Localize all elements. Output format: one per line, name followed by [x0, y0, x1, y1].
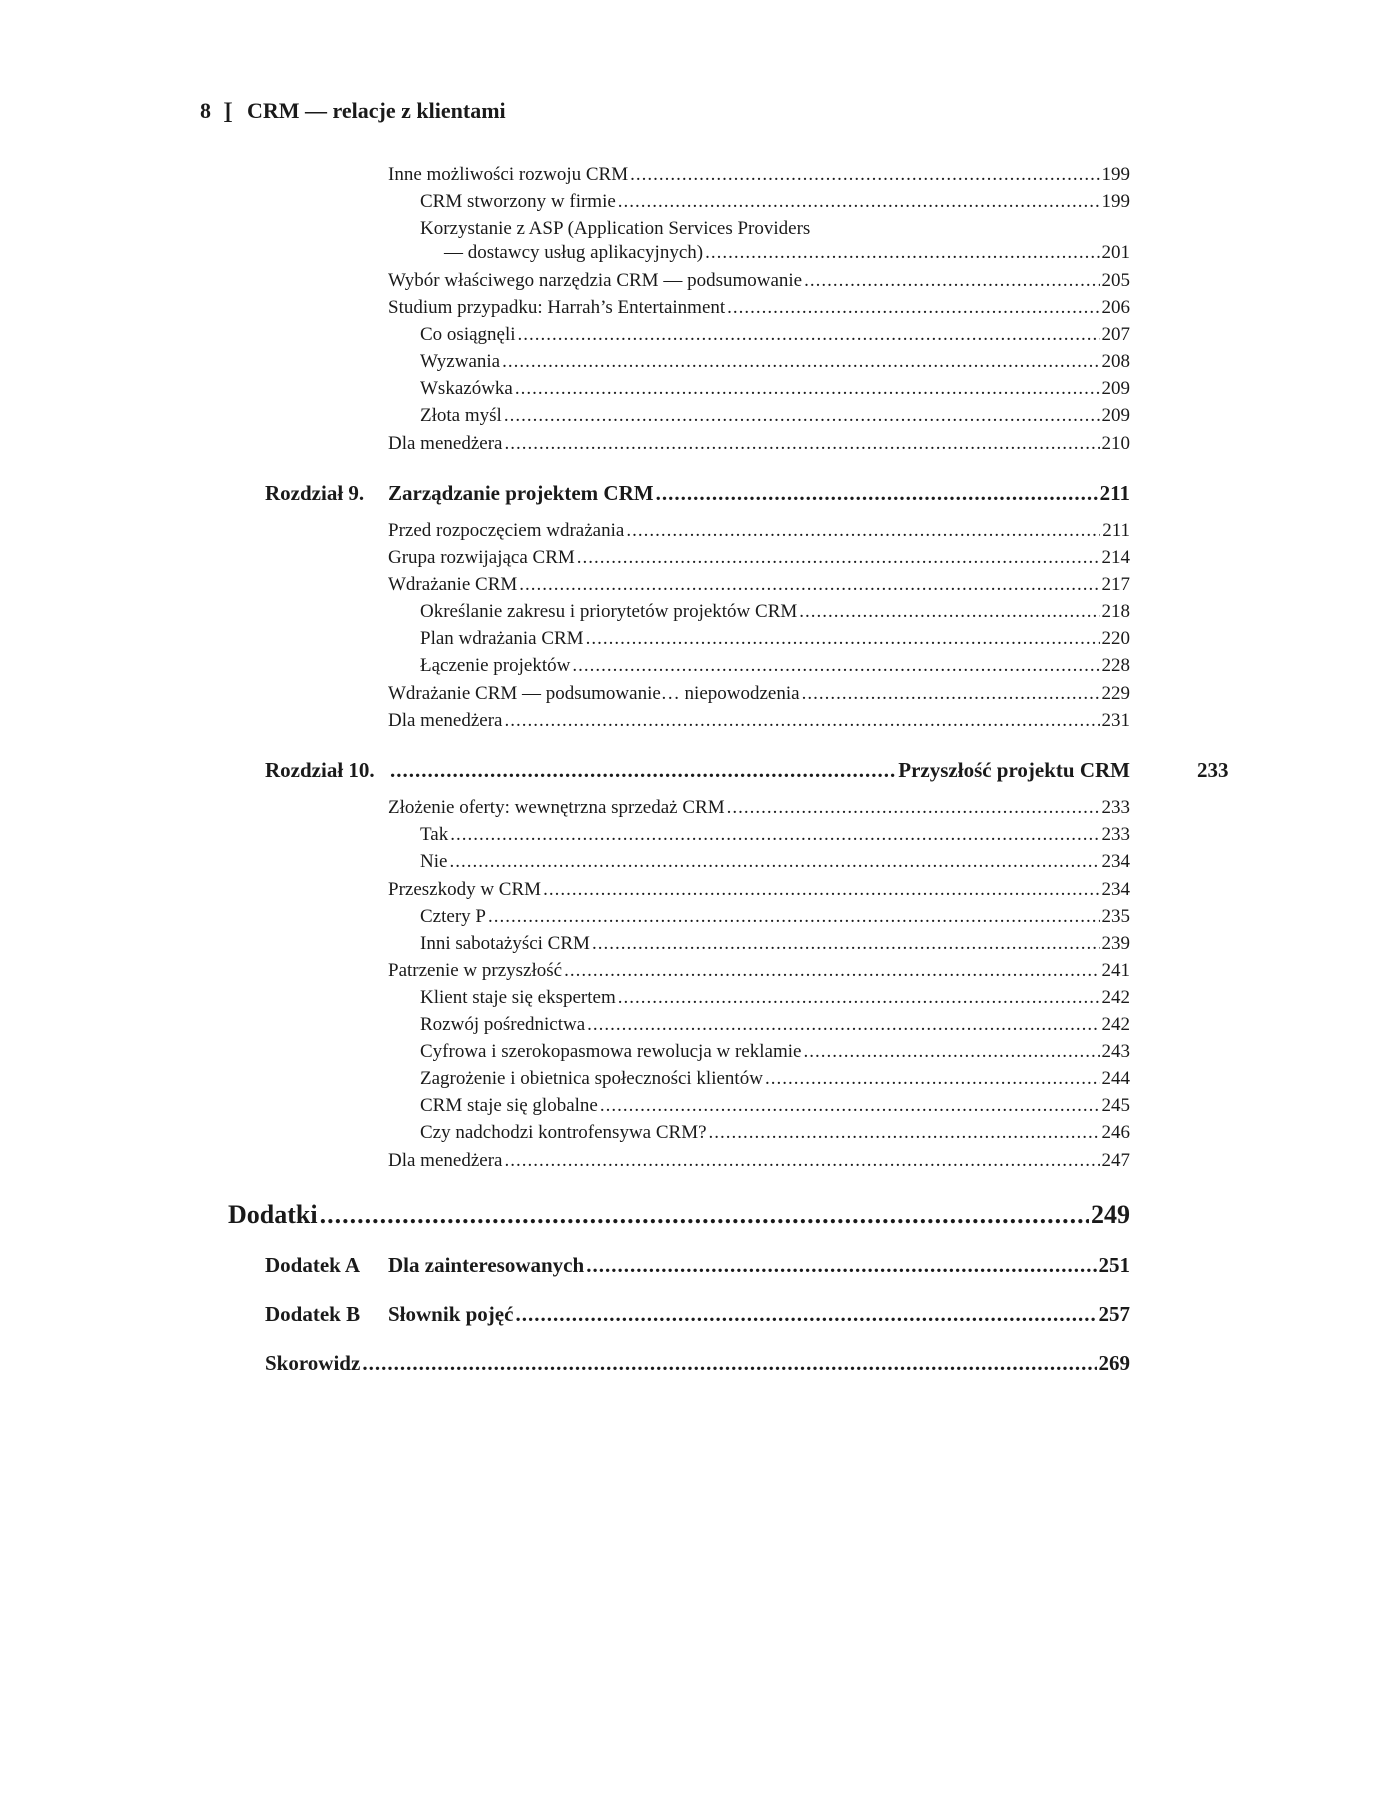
toc-entry-label: Inne możliwości rozwoju CRM — [388, 164, 629, 185]
dot-leader — [504, 1148, 1099, 1174]
dot-leader — [504, 708, 1099, 734]
toc-entry[interactable] — [420, 849, 1130, 875]
toc-appendix[interactable] — [265, 1252, 1130, 1278]
header-separator: I — [223, 96, 233, 129]
toc-entry[interactable] — [388, 1148, 1130, 1174]
toc-entry-page: 234 — [1101, 851, 1130, 872]
dot-leader — [727, 295, 1099, 321]
toc-entry-page: 209 — [1101, 405, 1130, 426]
toc-entry-page: 241 — [1101, 960, 1130, 981]
appendix-title: Dla zainteresowanych — [388, 1253, 585, 1277]
dot-leader — [577, 545, 1100, 571]
toc-entry-label: Cyfrowa i szerokopasmowa rewolucja w reklamie — [420, 1041, 802, 1062]
toc-entry-page: 234 — [1101, 879, 1130, 900]
toc-entry-page: 229 — [1101, 683, 1130, 704]
toc-entry[interactable] — [420, 931, 1130, 957]
toc-entry[interactable] — [388, 877, 1130, 903]
toc-chapter[interactable] — [265, 480, 1130, 506]
toc-entry-page: 231 — [1101, 710, 1130, 731]
dot-leader — [449, 849, 1099, 875]
toc-entry-page: 257 — [1098, 1302, 1130, 1326]
toc-entry-page: 211 — [1099, 481, 1130, 505]
dot-leader — [564, 958, 1099, 984]
toc-entry-label: Korzystanie z ASP (Application Services Providers — [420, 218, 811, 239]
dot-leader — [515, 1301, 1096, 1327]
toc-entry-label: Dla menedżera — [388, 1150, 503, 1171]
toc-entry-label: Co osiągnęli — [420, 324, 516, 345]
toc-part[interactable] — [228, 1200, 1130, 1230]
index-title: Skorowidz — [265, 1351, 361, 1375]
running-header — [200, 92, 506, 129]
toc-chapter[interactable] — [265, 757, 1130, 783]
toc-entry[interactable] — [388, 681, 1130, 707]
toc-entry-label: Wskazówka — [420, 378, 513, 399]
toc-entry-page: 247 — [1101, 1150, 1130, 1171]
dot-leader — [626, 518, 1100, 544]
toc-entry-page: 251 — [1098, 1253, 1130, 1277]
toc-entry-label: Czy nadchodzi kontrofensywa CRM? — [420, 1122, 707, 1143]
toc-entry[interactable] — [420, 1120, 1130, 1146]
toc-entry[interactable] — [420, 349, 1130, 375]
toc-entry-page: 214 — [1101, 547, 1130, 568]
toc-entry-label: Złożenie oferty: wewnętrzna sprzedaż CRM — [388, 797, 725, 818]
toc-entry-page: 205 — [1101, 270, 1130, 291]
dot-leader — [572, 653, 1099, 679]
toc-entry-page: 243 — [1101, 1041, 1130, 1062]
dot-leader — [600, 1093, 1100, 1119]
toc-entry[interactable] — [444, 240, 1130, 266]
toc-entry-page: 199 — [1101, 164, 1130, 185]
toc-entry-label: Klient staje się ekspertem — [420, 987, 616, 1008]
chapter-number: Rozdział 10. — [265, 758, 375, 782]
toc-entry-page: 249 — [1091, 1200, 1130, 1229]
dot-leader — [504, 431, 1099, 457]
toc-entry-page: 199 — [1101, 191, 1130, 212]
toc-appendix[interactable] — [265, 1301, 1130, 1327]
toc-entry-label: Dla menedżera — [388, 710, 503, 731]
chapter-title: Przyszłość projektu CRM — [898, 758, 1130, 782]
dot-leader — [519, 572, 1099, 598]
toc-entry-page: 245 — [1101, 1095, 1130, 1116]
toc-entry-label: Cztery P — [420, 906, 486, 927]
toc-entry-label: Wdrażanie CRM — [388, 574, 518, 595]
toc-entry[interactable] — [388, 545, 1130, 571]
toc-entry-page: 239 — [1101, 933, 1130, 954]
dot-leader — [543, 877, 1099, 903]
toc-entry-label: Dla menedżera — [388, 433, 503, 454]
chapter-title: Zarządzanie projektem CRM — [388, 481, 654, 505]
toc-entry[interactable] — [420, 599, 1130, 625]
toc-entry-page: 207 — [1101, 324, 1130, 345]
dot-leader — [803, 1039, 1099, 1065]
chapter-page-number: 233 — [1197, 758, 1229, 782]
dot-leader — [390, 757, 896, 783]
toc-entry-page: 220 — [1101, 628, 1130, 649]
toc-entry[interactable] — [388, 518, 1130, 544]
toc-entry-label: — dostawcy usług aplikacyjnych) — [444, 242, 704, 263]
toc-entry-label: Złota myśl — [420, 405, 502, 426]
toc-entry[interactable] — [420, 1039, 1130, 1065]
toc-entry-page: 242 — [1101, 1014, 1130, 1035]
toc-entry-page: 246 — [1101, 1122, 1130, 1143]
dot-leader — [586, 626, 1100, 652]
dot-leader — [504, 403, 1100, 429]
dot-leader — [592, 931, 1100, 957]
toc-entry-label: Tak — [420, 824, 449, 845]
dot-leader — [630, 162, 1099, 188]
toc-entry-page: 228 — [1101, 655, 1130, 676]
dot-leader — [709, 1120, 1100, 1146]
toc-entry-label: Studium przypadku: Harrah’s Entertainment — [388, 297, 726, 318]
toc-entry[interactable] — [420, 822, 1130, 848]
toc-entry-label: CRM staje się globalne — [420, 1095, 598, 1116]
toc-entry-page: 218 — [1101, 601, 1130, 622]
toc-entry-label: Rozwój pośrednictwa — [420, 1014, 586, 1035]
toc-entry[interactable] — [420, 985, 1130, 1011]
dot-leader — [518, 322, 1100, 348]
dot-leader — [502, 349, 1099, 375]
toc-entry[interactable] — [420, 189, 1130, 215]
toc-entry-label: Inni sabotażyści CRM — [420, 933, 590, 954]
toc-entry-page: 208 — [1101, 351, 1130, 372]
appendix-number: Dodatek A — [265, 1253, 361, 1277]
toc-entry-page: 210 — [1101, 433, 1130, 454]
toc-entry-label: Wyzwania — [420, 351, 501, 372]
toc-entry-page: 244 — [1101, 1068, 1130, 1089]
toc-entry-label: Plan wdrażania CRM — [420, 628, 584, 649]
dot-leader — [587, 1012, 1099, 1038]
toc-entry[interactable] — [420, 322, 1130, 348]
toc-entry-page: 201 — [1101, 242, 1130, 263]
toc-entry-page: 233 — [1101, 824, 1130, 845]
toc-entry-page: 206 — [1101, 297, 1130, 318]
toc-entry[interactable] — [388, 268, 1130, 294]
toc-entry-label: Wybór właściwego narzędzia CRM — podsumowanie — [388, 270, 803, 291]
toc-entry[interactable] — [388, 431, 1130, 457]
chapter-number: Rozdział 9. — [265, 481, 365, 505]
toc-entry[interactable] — [388, 162, 1130, 188]
toc-entry-label: Patrzenie w przyszłość — [388, 960, 563, 981]
toc-entry-label: Wdrażanie CRM — podsumowanie… niepowodzenia — [388, 683, 800, 704]
dot-leader — [488, 904, 1100, 930]
dot-leader — [618, 189, 1100, 215]
toc-entry-label: Grupa rozwijająca CRM — [388, 547, 575, 568]
toc-entry-label: CRM stworzony w firmie — [420, 191, 616, 212]
toc-entry[interactable] — [420, 626, 1130, 652]
dot-leader — [799, 599, 1099, 625]
toc-entry-page: 209 — [1101, 378, 1130, 399]
dot-leader — [618, 985, 1100, 1011]
dot-leader — [656, 480, 1098, 506]
toc-entry-page: 233 — [1101, 797, 1130, 818]
page-number: 8 — [200, 98, 211, 123]
toc-entry[interactable] — [420, 1093, 1130, 1119]
toc-entry[interactable] — [420, 1066, 1130, 1092]
toc-entry-label: Zagrożenie i obietnica społeczności klientów — [420, 1068, 763, 1089]
toc-entry[interactable] — [420, 403, 1130, 429]
toc-entry[interactable] — [388, 958, 1130, 984]
appendix-title: Słownik pojęć — [388, 1302, 514, 1326]
toc-entry[interactable] — [420, 376, 1130, 402]
toc-entry-label: Przeszkody w CRM — [388, 879, 542, 900]
dot-leader — [804, 268, 1099, 294]
toc-entry-page: 242 — [1101, 987, 1130, 1008]
toc-entry[interactable] — [388, 295, 1130, 321]
dot-leader — [765, 1066, 1100, 1092]
toc-entry-label: Określanie zakresu i priorytetów projektów CRM — [420, 601, 798, 622]
dot-leader — [727, 795, 1100, 821]
dot-leader — [705, 240, 1099, 266]
toc-entry-label: Łączenie projektów — [420, 655, 571, 676]
toc-entry-page: 235 — [1101, 906, 1130, 927]
toc-entry[interactable] — [388, 572, 1130, 598]
toc-entry[interactable] — [388, 795, 1130, 821]
dot-leader — [450, 822, 1099, 848]
toc-entry-page: 269 — [1098, 1351, 1130, 1375]
book-title: CRM — relacje z klientami — [247, 98, 506, 123]
part-title: Dodatki — [228, 1200, 318, 1229]
dot-leader — [320, 1200, 1089, 1230]
toc-entry[interactable] — [388, 708, 1130, 734]
toc-entry-page: 211 — [1102, 520, 1130, 541]
toc-entry[interactable] — [420, 216, 1130, 242]
appendix-number: Dodatek B — [265, 1302, 361, 1326]
dot-leader — [362, 1350, 1096, 1376]
toc-entry[interactable] — [420, 1012, 1130, 1038]
toc-entry-label: Przed rozpoczęciem wdrażania — [388, 520, 625, 541]
toc-entry[interactable] — [420, 653, 1130, 679]
toc-entry[interactable] — [420, 904, 1130, 930]
dot-leader — [802, 681, 1100, 707]
toc-entry-page: 217 — [1101, 574, 1130, 595]
toc-entry-label: Nie — [420, 851, 448, 872]
dot-leader — [586, 1252, 1096, 1278]
dot-leader — [515, 376, 1100, 402]
toc-index[interactable] — [265, 1350, 1130, 1376]
